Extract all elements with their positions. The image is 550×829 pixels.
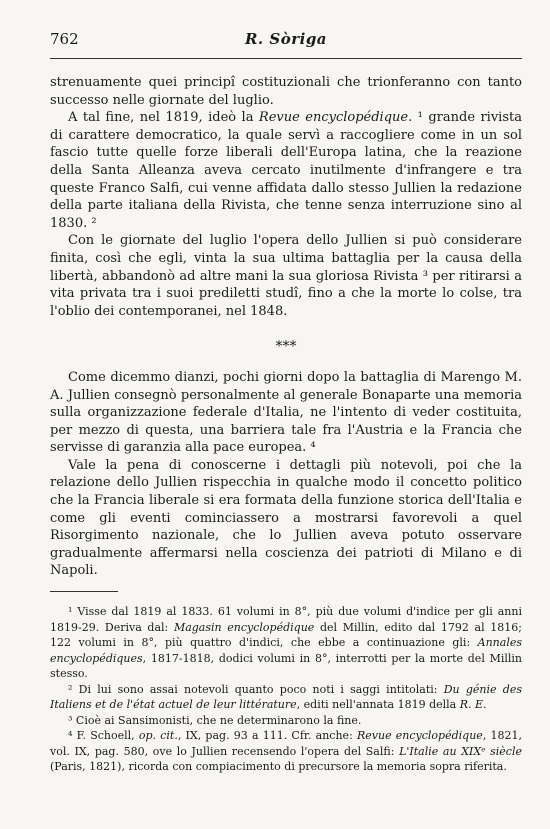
footnote-2-text-c: , editi nell'annata 1819 della	[296, 698, 460, 711]
paragraph-5: Vale la pena di conoscerne i dettagli più notevoli, poi che la relazione dello Jullien rispecchia in qualche modo il concetto politico che la Francia liberale si era formata della funzione storica dell'Italia e come gli eventi cominciassero a mostrarsi favorevoli a quel Risorgimento nazionale, che lo Jullien aveva potuto osservare gradualmente affermarsi nella coscienza dei patrioti di Milano e di Napoli.	[50, 457, 522, 579]
footnote-3: ³ Cioè ai Sansimonisti, che ne determinarono la fine.	[68, 713, 362, 727]
footnotes	[50, 604, 522, 775]
footnote-1-text-a: ¹ Visse dal 1819 al 1833. 61 volumi in 8°, più due volumi d'indice per gli anni 1819-29. Deriva dal:	[50, 605, 522, 634]
running-head: R. Sòriga	[244, 30, 328, 48]
page-number: 762	[50, 30, 79, 48]
main-text	[50, 74, 522, 580]
footnote-1-text-c: del Millin, edito dal 1792 al 1816; 122 volumi in 8°, più quattro d'indici, che ebbe a continuazione gli:	[50, 620, 522, 649]
paragraph-3: Con le giornate del luglio l'opera dello Jullien si può considerare finita, così che egli, vinta la sua ultima battaglia per la causa della libertà, abbandonò ad altre mani la sua gloriosa Rivista ³ per ritirarsi a vita privata tra i suoi prediletti studî, fino a che la morte lo colse, tra l'oblio dei contemporanei, nel 1848.	[50, 233, 522, 319]
footnote-rule	[50, 591, 118, 592]
paragraph-1: strenuamente quei principî costituzionali che trionferanno con tanto successo nelle giornate del luglio.	[50, 75, 522, 108]
footnote-4-text-c: , IX, pag. 93 a 111. Cfr. anche:	[177, 729, 357, 742]
header-rule	[50, 58, 522, 59]
page-header	[50, 30, 522, 52]
footnote-2-text-a: ² Di lui sono assai notevoli quanto poco noti i saggi intitolati:	[68, 682, 444, 696]
paragraph-2-text-a: A tal fine, nel 1819, ideò la	[68, 110, 259, 126]
footnote-4	[50, 728, 522, 775]
footnote-4-title-revue: Revue encyclopédique	[356, 729, 483, 742]
footnote-1-title-magasin: Magasin encyclopédique	[173, 620, 315, 634]
paragraph-2-text-c: . ¹ grande rivista di carattere democratico, la quale servì a raccogliere come in un sol fascio tutte quelle forze liberali dell'Europa latina, che la reazione della Santa Alleanza aveva cercato inutilmente d'infrangere e tra queste Franco Salfi, cui venne affidata dallo stesso Jullien la redazione della parte italiana della Rivista, che tenne senza interruzione sino al 1830. ²	[50, 110, 522, 231]
footnote-4-text-g: (Paris, 1821), ricorda con compiacimento di precursore la memoria sopra riferita.	[50, 760, 507, 773]
footnote-1-title-annales: Annales encyclopédiques	[50, 636, 522, 665]
footnote-2	[50, 682, 522, 713]
section-asterism: ⁎⁎⁎	[275, 334, 297, 351]
paragraph-4: Come dicemmo dianzi, pochi giorni dopo la battaglia di Marengo M. A. Jullien consegnò personalmente al generale Bonaparte una memoria sulla organizzazione federale d'Italia, ne l'intento di veder costituita, per mezzo di questa, una barriera tale fra l'Austria e la Francia che servisse di garanzia alla pace europea. ⁴	[50, 369, 522, 456]
footnote-1-text-e: , 1817-1818, dodici volumi in 8°, interrotti per la morte del Millin stesso.	[50, 651, 522, 680]
footnote-4-text-a: ⁴ F. Schoell,	[68, 729, 139, 742]
footnote-4-title-italie: L'Italie au XIXᵉ siècle	[399, 744, 522, 758]
footnote-1	[50, 604, 522, 682]
revue-encyclopedique-title: Revue encyclopédique	[258, 110, 409, 126]
footnote-4-text-e: , 1821, vol. IX, pag. 580, ove lo Jullien recensendo l'opera del Salfi:	[50, 729, 523, 758]
footnote-2-abbrev: R. E.	[459, 698, 487, 711]
paragraph-2	[50, 109, 522, 232]
footnote-2-title: Du génie des Italiens et de l'état actuel de leur littérature	[50, 682, 522, 711]
footnote-4-opcit: op. cit.	[138, 729, 178, 742]
